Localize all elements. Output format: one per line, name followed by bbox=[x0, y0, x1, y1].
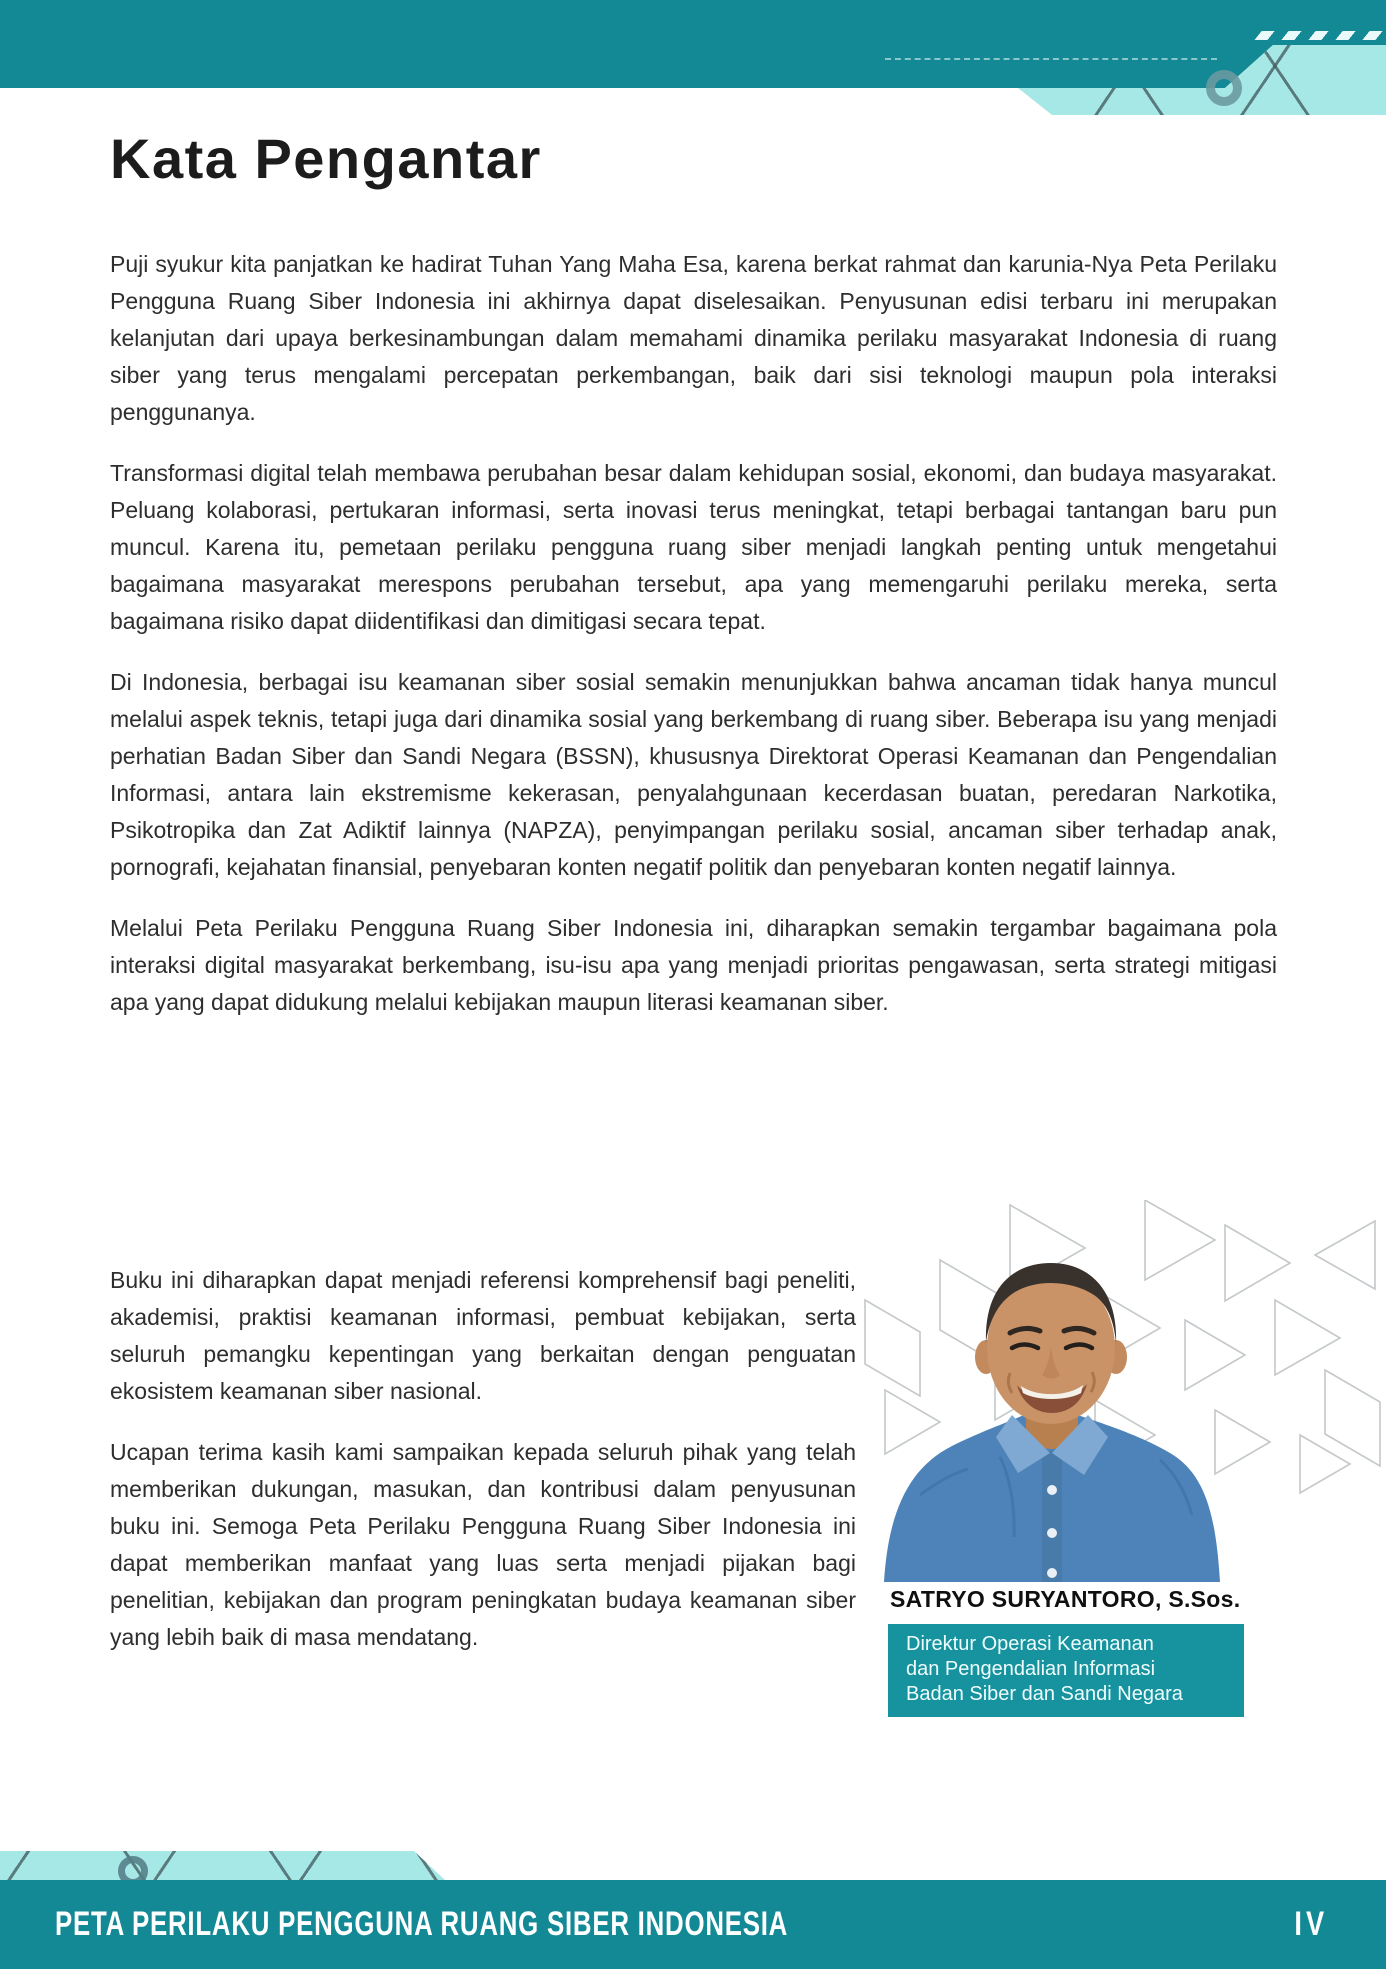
signatory-figure bbox=[845, 1200, 1386, 1760]
paragraph-2: Transformasi digital telah membawa perubahan besar dalam kehidupan sosial, ekonomi, dan budaya masyarakat. Peluang kolaborasi, pertukaran informasi, serta inovasi terus meningkat, tetapi berbagai tantangan baru pun muncul. Karena itu, pemetaan perilaku pengguna ruang siber menjadi langkah penting untuk mengetahui bagaimana masyarakat merespons perubahan tersebut, apa yang memengaruhi perilaku mereka, serta bagaimana risiko dapat diidentifikasi dan dimitigasi secara tepat. bbox=[110, 459, 1277, 634]
paragraph-4: Melalui Peta Perilaku Pengguna Ruang Siber Indonesia ini, diharapkan semakin tergambar bagaimana pola interaksi digital masyarakat berkembang, isu-isu apa yang menjadi prioritas pengawasan, serta strategi mitigasi apa yang dapat didukung melalui kebijakan maupun literasi keamanan siber. bbox=[110, 914, 1277, 1015]
paragraph-3: Di Indonesia, berbagai isu keamanan siber sosial semakin menunjukkan bahwa ancaman tidak hanya muncul melalui aspek teknis, tetapi juga dari dinamika sosial yang berkembang di ruang siber. Beberapa isu yang menjadi perhatian Badan Siber dan Sandi Negara (BSSN), khususnya Direktorat Operasi Keamanan dan Pengendalian Informasi, antara lain ekstremisme kekerasan, penyalahgunaan kecerdasan buatan, peredaran Narkotika, Psikotropika dan Zat Adiktif lainnya (NAPZA), penyimpangan perilaku sosial, ancaman siber terhadap anak, pornografi, kejahatan finansial, penyebaran konten negatif politik dan penyebaran konten negatif lainnya. bbox=[110, 668, 1277, 880]
header-dash-ornament bbox=[1254, 31, 1386, 40]
footer-pattern-band bbox=[0, 1851, 445, 1880]
paragraph-1: Puji syukur kita panjatkan ke hadirat Tuhan Yang Maha Esa, karena berkat rahmat dan karunia-Nya Peta Perilaku Pengguna Ruang Siber Indonesia ini akhirnya dapat diselesaikan. Penyusunan edisi terbaru ini merupakan kelanjutan dari upaya berkesinambungan dalam memahami dinamika perilaku masyarakat Indonesia di ruang siber yang terus mengalami percepatan perkembangan, baik dari sisi teknologi maupun pola interaksi penggunanya. bbox=[110, 250, 1277, 425]
page-title: Kata Pengantar bbox=[110, 127, 542, 190]
signatory-name: SATRYO SURYANTORO, S.Sos. bbox=[890, 1586, 1241, 1612]
paragraph-5: Buku ini diharapkan dapat menjadi referensi komprehensif bagi peneliti, akademisi, praktisi keamanan informasi, pembuat kebijakan, serta seluruh pemangku kepentingan yang berkaitan dengan penguatan ekosistem keamanan siber nasional. bbox=[110, 1267, 856, 1404]
footer-page-number: IV bbox=[1294, 1905, 1328, 1943]
header-teal-bar bbox=[0, 0, 1386, 88]
main-content bbox=[110, 128, 1277, 1045]
signatory-title-line: Badan Siber dan Sandi Negara bbox=[906, 1683, 1183, 1705]
header-dashed-line bbox=[885, 58, 1217, 60]
footer-book-title: PETA PERILAKU PENGGUNA RUANG SIBER INDONESIA bbox=[55, 1905, 789, 1943]
signatory-title-box bbox=[888, 1624, 1244, 1717]
left-column bbox=[110, 1262, 856, 1680]
signatory-title-line: Direktur Operasi Keamanan bbox=[906, 1633, 1154, 1655]
paragraph-6: Ucapan terima kasih kami sampaikan kepada seluruh pihak yang telah memberikan dukungan, masukan, dan kontribusi dalam penyusunan buku ini. Semoga Peta Perilaku Pengguna Ruang Siber Indonesia ini dapat memberikan manfaat yang luas serta menjadi pijakan bagi penelitian, kebijakan dan program peningkatan budaya keamanan siber yang lebih baik di masa mendatang. bbox=[110, 1439, 856, 1650]
ring-ornament-top bbox=[1206, 70, 1242, 106]
footer-bar bbox=[0, 1880, 1386, 1969]
signatory-title-line: dan Pengendalian Informasi bbox=[906, 1658, 1156, 1680]
signatory-photo bbox=[860, 1245, 1240, 1582]
